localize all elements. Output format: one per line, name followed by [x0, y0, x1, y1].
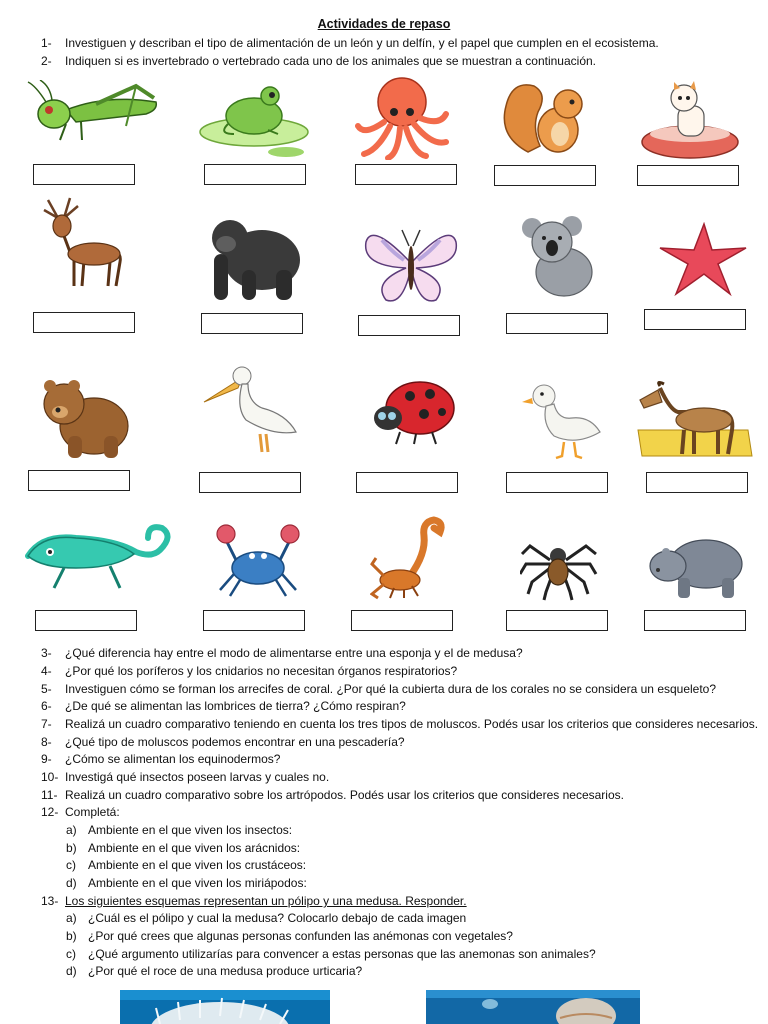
- gorilla-icon: [206, 210, 302, 302]
- question-13: 13- Los siguientes esquemas representan un pólipo y una medusa. Responder.: [41, 894, 467, 908]
- bear-icon: [38, 374, 130, 460]
- starfish-icon: [658, 222, 748, 298]
- answer-box[interactable]: [199, 472, 301, 493]
- answer-box[interactable]: [506, 313, 608, 334]
- koala-icon: [520, 214, 602, 298]
- question-13b: b) ¿Por qué crees que algunas personas confunden las anémonas con vegetales?: [66, 929, 513, 943]
- jellyfish-photo: [426, 990, 640, 1024]
- scorpion-icon: [370, 514, 456, 600]
- answer-box[interactable]: [506, 610, 608, 631]
- answer-box[interactable]: [28, 470, 130, 491]
- question-13d: d) ¿Por qué el roce de una medusa produce urticaria?: [66, 964, 363, 978]
- question-11: 11- Realizá un cuadro comparativo sobre los artrópodos. Podés usar los criterios que consideres necesarios.: [41, 788, 624, 802]
- butterfly-icon: [362, 222, 460, 306]
- question-6: 6- ¿De qué se alimentan las lombrices de tierra? ¿Cómo respiran?: [41, 699, 406, 713]
- deer-icon: [40, 196, 126, 290]
- question-10: 10- Investigá qué insectos poseen larvas y cuales no.: [41, 770, 330, 784]
- squirrel-icon: [498, 76, 594, 160]
- question-3: 3- ¿Qué diferencia hay entre el modo de alimentarse entre una esponja y el de medusa?: [41, 646, 523, 660]
- question-12a: a) Ambiente en el que viven los insectos:: [66, 823, 293, 837]
- answer-box[interactable]: [494, 165, 596, 186]
- answer-box[interactable]: [646, 472, 748, 493]
- answer-box[interactable]: [203, 610, 305, 631]
- answer-box[interactable]: [506, 472, 608, 493]
- answer-box[interactable]: [351, 610, 453, 631]
- answer-box[interactable]: [637, 165, 739, 186]
- crab-icon: [216, 520, 300, 600]
- duck-icon: [520, 380, 604, 460]
- answer-box[interactable]: [35, 610, 137, 631]
- frog-icon: [198, 80, 310, 158]
- octopus-icon: [354, 76, 450, 160]
- ladybug-icon: [370, 378, 458, 446]
- chameleon-icon: [24, 522, 176, 594]
- answer-box[interactable]: [356, 472, 458, 493]
- question-1: 1- Investiguen y describan el tipo de alimentación de un león y un delfín, y el papel que cumplen en el ecosistema.: [41, 36, 659, 50]
- answer-box[interactable]: [644, 309, 746, 330]
- cat-icon: [638, 80, 742, 162]
- answer-box[interactable]: [201, 313, 303, 334]
- grasshopper-icon: [26, 80, 166, 144]
- answer-box[interactable]: [33, 164, 135, 185]
- horse-icon: [634, 380, 754, 460]
- question-13c: c) ¿Qué argumento utilizarías para convencer a estas personas que las anemonas son animales?: [66, 947, 596, 961]
- question-12d: d) Ambiente en el que viven los miriápodos:: [66, 876, 307, 890]
- question-13a: a) ¿Cuál es el pólipo y cual la medusa? Colocarlo debajo de cada imagen: [66, 911, 467, 925]
- question-12b: b) Ambiente en el que viven los arácnidos:: [66, 841, 301, 855]
- spider-icon: [520, 530, 598, 602]
- hippo-icon: [648, 530, 746, 600]
- answer-box[interactable]: [355, 164, 457, 185]
- polyp-photo: [120, 990, 330, 1024]
- question-8: 8- ¿Qué tipo de moluscos podemos encontrar en una pescadería?: [41, 735, 405, 749]
- question-4: 4- ¿Por qué los poríferos y los cnidarios no necesitan órganos respiratorios?: [41, 664, 458, 678]
- question-9: 9- ¿Cómo se alimentan los equinodermos?: [41, 752, 281, 766]
- answer-box[interactable]: [33, 312, 135, 333]
- question-7: 7- Realizá un cuadro comparativo teniendo en cuenta los tres tipos de moluscos. Podés usar los criterios que consideres necesarios.: [41, 717, 759, 731]
- answer-box[interactable]: [204, 164, 306, 185]
- question-2: 2- Indiquen si es invertebrado o vertebrado cada uno de los animales que se muestran a continuación.: [41, 54, 597, 68]
- question-12c: c) Ambiente en el que viven los crustáceos:: [66, 858, 307, 872]
- answer-box[interactable]: [644, 610, 746, 631]
- page-title: Actividades de repaso: [317, 17, 451, 31]
- pelican-icon: [202, 362, 298, 456]
- answer-box[interactable]: [358, 315, 460, 336]
- question-12: 12- Completá:: [41, 805, 120, 819]
- question-5: 5- Investiguen cómo se forman los arrecifes de coral. ¿Por qué la cubierta dura de los corales no se considera un esqueleto?: [41, 682, 717, 696]
